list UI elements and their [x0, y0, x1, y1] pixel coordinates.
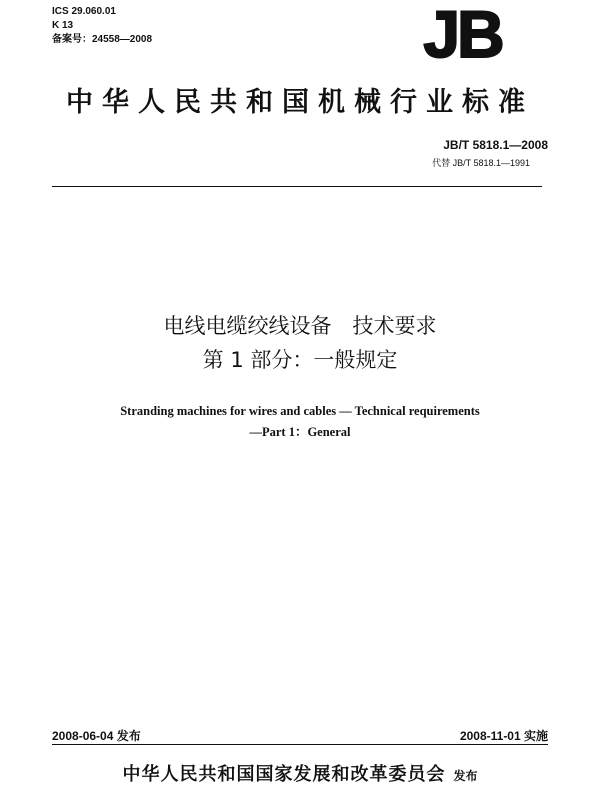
jb-logo: [405, 4, 520, 62]
issue-date: 2008-06-04 发布: [52, 729, 141, 743]
ics-code: ICS 29.060.01: [52, 6, 116, 17]
industry-standard-title: 中华人民共和国机械行业标准: [66, 87, 534, 118]
record-number: 备案号：24558—2008: [52, 34, 153, 45]
classification-code: K 13: [52, 20, 74, 31]
title-english-line-1: Stranding machines for wires and cables — Technical requirements: [120, 404, 480, 418]
jb-logo-text: JB: [423, 4, 502, 62]
issuer-action: 发布: [453, 769, 478, 783]
issuer-name: 中华人民共和国国家发展和改革委员会: [122, 764, 446, 785]
bottom-divider: [52, 744, 548, 745]
title-chinese-line-1: 电线电缆绞线设备 技术要求: [163, 314, 437, 338]
title-chinese-line-2: 第 1 部分：一般规定: [202, 348, 398, 372]
issuer-block: [0, 760, 600, 786]
implementation-date: 2008-11-01 实施: [459, 729, 548, 743]
top-divider: [52, 186, 542, 187]
replaces-standard: 代替 JB/T 5818.1—1991: [432, 158, 530, 168]
standard-number: JB/T 5818.1—2008: [443, 138, 548, 152]
title-english-line-2: —Part 1：General: [249, 425, 351, 439]
